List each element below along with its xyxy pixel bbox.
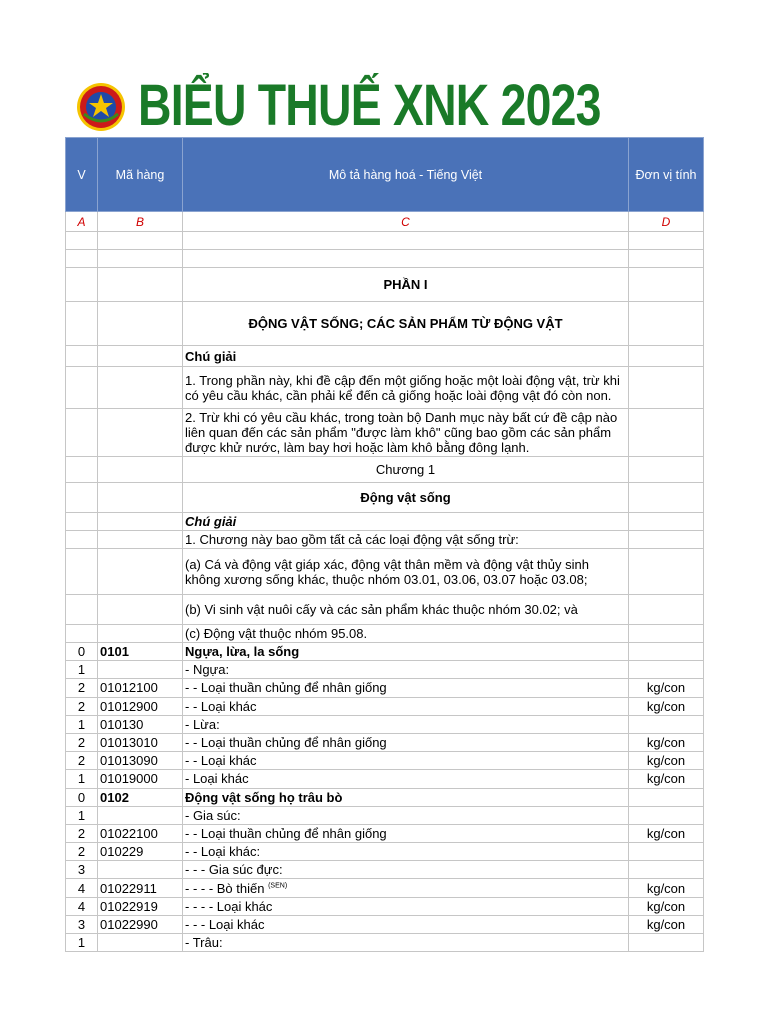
row-description-text: - - Loại thuần chủng để nhân giống — [185, 825, 387, 841]
empty-cell — [629, 367, 704, 409]
empty-cell — [98, 457, 183, 483]
note-indented-text: (a) Cá và động vật giáp xác, động vật thân mềm và động vật thủy sinh không xương sống khác, thuộc nhóm 03.01, 03.06, 03.07 hoặc 03.08; — [183, 549, 629, 595]
row-level: 1 — [66, 715, 98, 733]
table-row — [66, 697, 704, 715]
row-level: 1 — [66, 934, 98, 952]
row-description — [183, 770, 629, 788]
empty-cell — [66, 483, 98, 513]
row-unit — [629, 843, 704, 861]
table-header-row — [66, 138, 704, 212]
empty-cell — [629, 483, 704, 513]
empty-cell — [98, 483, 183, 513]
row-description-text: - - - Loại khác — [185, 916, 265, 932]
row-description-text: - - - Gia súc đực: — [185, 862, 283, 878]
note-text: 2. Trừ khi có yêu cầu khác, trong toàn bộ Danh mục này bất cứ đề cập nào liên quan đến các sản phẩm "được làm khô" cũng bao gồm các sản phẩm được khử nước, làm bay hơi hoặc làm khô bằng đông lạnh. — [183, 409, 629, 457]
row-code: 01012900 — [98, 697, 183, 715]
blank-row — [66, 250, 704, 268]
row-description-text: Động vật sống họ trâu bò — [185, 789, 343, 805]
empty-cell — [66, 232, 98, 250]
empty-cell — [98, 531, 183, 549]
empty-cell — [629, 346, 704, 367]
row-code: 01012100 — [98, 679, 183, 697]
chapter-subtitle: Động vật sống — [183, 483, 629, 513]
row-description — [183, 661, 629, 679]
chapter-note-heading: Chú giải — [183, 513, 629, 531]
empty-cell — [629, 302, 704, 346]
table-row — [66, 915, 704, 933]
note-text: 1. Chương này bao gồm tất cả các loại động vật sống trừ: — [183, 531, 629, 549]
customs-emblem-icon — [76, 82, 126, 132]
row-description-text: - - Loại khác — [185, 698, 257, 714]
empty-cell — [98, 367, 183, 409]
empty-cell — [629, 409, 704, 457]
row-description — [183, 861, 629, 879]
row-description — [183, 715, 629, 733]
empty-cell — [66, 625, 98, 643]
row-description-text: - - Loại thuần chủng để nhân giống — [185, 735, 387, 751]
empty-cell — [98, 250, 183, 268]
table-row — [66, 679, 704, 697]
row-level: 3 — [66, 915, 98, 933]
row-code: 01022990 — [98, 915, 183, 933]
table-row — [66, 661, 704, 679]
note-row — [66, 531, 704, 549]
column-letter-b: B — [98, 212, 183, 232]
column-header-unit: Đơn vị tính — [629, 138, 704, 212]
row-unit — [629, 788, 704, 806]
row-description-text: Ngựa, lừa, la sống — [185, 644, 300, 660]
empty-cell — [66, 367, 98, 409]
empty-cell — [183, 232, 629, 250]
tariff-table — [65, 137, 704, 952]
chapter-title-row — [66, 483, 704, 513]
row-description — [183, 788, 629, 806]
empty-cell — [98, 549, 183, 595]
row-description — [183, 879, 629, 897]
row-unit — [629, 661, 704, 679]
row-level: 1 — [66, 806, 98, 824]
row-level: 4 — [66, 879, 98, 897]
row-description — [183, 897, 629, 915]
row-code: 01013090 — [98, 752, 183, 770]
row-code: 010130 — [98, 715, 183, 733]
table-row — [66, 733, 704, 751]
row-description — [183, 934, 629, 952]
row-unit — [629, 934, 704, 952]
row-unit: kg/con — [629, 733, 704, 751]
empty-cell — [98, 268, 183, 302]
row-level: 2 — [66, 824, 98, 842]
empty-cell — [98, 513, 183, 531]
row-unit: kg/con — [629, 824, 704, 842]
empty-cell — [629, 531, 704, 549]
row-description-text: - - Loại khác: — [185, 844, 261, 860]
row-level: 0 — [66, 643, 98, 661]
empty-cell — [98, 346, 183, 367]
row-code: 01019000 — [98, 770, 183, 788]
row-unit — [629, 715, 704, 733]
note-text: 1. Trong phần này, khi đề cập đến một giống hoặc một loài động vật, trừ khi có yêu cầu khác, cần phải kể đến cả giống hoặc loài động vật đó còn non. — [183, 367, 629, 409]
table-row — [66, 879, 704, 897]
row-code — [98, 861, 183, 879]
row-level: 1 — [66, 770, 98, 788]
empty-cell — [66, 549, 98, 595]
note-row — [66, 409, 704, 457]
row-description — [183, 752, 629, 770]
note-row — [66, 367, 704, 409]
empty-cell — [66, 302, 98, 346]
table-row — [66, 843, 704, 861]
column-letter-d: D — [629, 212, 704, 232]
row-code: 01022911 — [98, 879, 183, 897]
row-unit: kg/con — [629, 697, 704, 715]
row-unit: kg/con — [629, 752, 704, 770]
column-letter-a: A — [66, 212, 98, 232]
table-row — [66, 643, 704, 661]
row-description-text: - Loại khác — [185, 771, 249, 787]
row-level: 0 — [66, 788, 98, 806]
part-heading: PHẦN I — [183, 268, 629, 302]
row-unit: kg/con — [629, 879, 704, 897]
row-note-superscript: (SEN) — [268, 882, 288, 890]
column-header-v: V — [66, 138, 98, 212]
row-code — [98, 661, 183, 679]
document-title: BIỂU THUẾ XNK 2023 — [138, 73, 601, 138]
empty-cell — [629, 232, 704, 250]
row-code: 0101 — [98, 643, 183, 661]
row-description-text: - Gia súc: — [185, 807, 241, 823]
blank-row — [66, 232, 704, 250]
note-indented-text: (c) Động vật thuộc nhóm 95.08. — [183, 625, 629, 643]
empty-cell — [98, 595, 183, 625]
row-unit — [629, 861, 704, 879]
row-description — [183, 643, 629, 661]
empty-cell — [66, 268, 98, 302]
row-level: 1 — [66, 661, 98, 679]
empty-cell — [66, 250, 98, 268]
table-row — [66, 861, 704, 879]
empty-cell — [629, 549, 704, 595]
table-row — [66, 752, 704, 770]
empty-cell — [66, 457, 98, 483]
row-description-text: - - - - Loại khác — [185, 898, 273, 914]
table-row — [66, 897, 704, 915]
empty-cell — [98, 625, 183, 643]
empty-cell — [183, 250, 629, 268]
empty-cell — [98, 302, 183, 346]
empty-cell — [66, 595, 98, 625]
row-unit: kg/con — [629, 679, 704, 697]
row-unit: kg/con — [629, 770, 704, 788]
row-level: 2 — [66, 733, 98, 751]
row-level: 4 — [66, 897, 98, 915]
row-level: 2 — [66, 752, 98, 770]
row-code: 01013010 — [98, 733, 183, 751]
row-description — [183, 915, 629, 933]
empty-cell — [66, 531, 98, 549]
row-code — [98, 934, 183, 952]
row-level: 2 — [66, 697, 98, 715]
empty-cell — [629, 457, 704, 483]
empty-cell — [629, 250, 704, 268]
row-level: 2 — [66, 843, 98, 861]
indent-row — [66, 549, 704, 595]
row-description — [183, 824, 629, 842]
table-row — [66, 934, 704, 952]
indent-row — [66, 595, 704, 625]
note-indented-text: (b) Vi sinh vật nuôi cấy và các sản phẩm khác thuộc nhóm 30.02; và — [183, 595, 629, 625]
empty-cell — [629, 513, 704, 531]
empty-cell — [629, 625, 704, 643]
row-description — [183, 733, 629, 751]
empty-cell — [98, 232, 183, 250]
empty-cell — [629, 268, 704, 302]
page-header — [72, 62, 632, 138]
row-level: 2 — [66, 679, 98, 697]
row-unit — [629, 643, 704, 661]
indent-row — [66, 625, 704, 643]
column-header-description: Mô tả hàng hoá - Tiếng Việt — [183, 138, 629, 212]
row-code: 0102 — [98, 788, 183, 806]
table-row — [66, 770, 704, 788]
empty-cell — [98, 409, 183, 457]
row-level: 3 — [66, 861, 98, 879]
table-row — [66, 824, 704, 842]
empty-cell — [66, 513, 98, 531]
row-unit — [629, 806, 704, 824]
table-row — [66, 788, 704, 806]
row-description-text: - - Loại thuần chủng để nhân giống — [185, 680, 387, 696]
row-code: 010229 — [98, 843, 183, 861]
column-letter-c: C — [183, 212, 629, 232]
row-description — [183, 679, 629, 697]
row-description-text: - Trâu: — [185, 935, 223, 951]
empty-cell — [66, 409, 98, 457]
table-row — [66, 806, 704, 824]
chapter-row — [66, 457, 704, 483]
row-code: 01022919 — [98, 897, 183, 915]
note-heading: Chú giải — [183, 346, 629, 367]
row-description-text: - Ngựa: — [185, 662, 230, 678]
column-letter-row — [66, 212, 704, 232]
chapter-heading: Chương 1 — [183, 457, 629, 483]
part-title-row — [66, 302, 704, 346]
row-description — [183, 697, 629, 715]
row-unit: kg/con — [629, 915, 704, 933]
table-row — [66, 715, 704, 733]
empty-cell — [629, 595, 704, 625]
row-description-text: - - Loại khác — [185, 753, 257, 769]
row-description-text: - - - - Bò thiến — [185, 880, 265, 896]
row-code — [98, 806, 183, 824]
row-code: 01022100 — [98, 824, 183, 842]
column-header-code: Mã hàng — [98, 138, 183, 212]
row-description — [183, 806, 629, 824]
part-subtitle: ĐỘNG VẬT SỐNG; CÁC SẢN PHẨM TỪ ĐỘNG VẬT — [183, 302, 629, 346]
note-head-row — [66, 346, 704, 367]
row-unit: kg/con — [629, 897, 704, 915]
note-head2-row — [66, 513, 704, 531]
empty-cell — [66, 346, 98, 367]
row-description-text: - Lừa: — [185, 716, 220, 732]
row-description — [183, 843, 629, 861]
part-row — [66, 268, 704, 302]
